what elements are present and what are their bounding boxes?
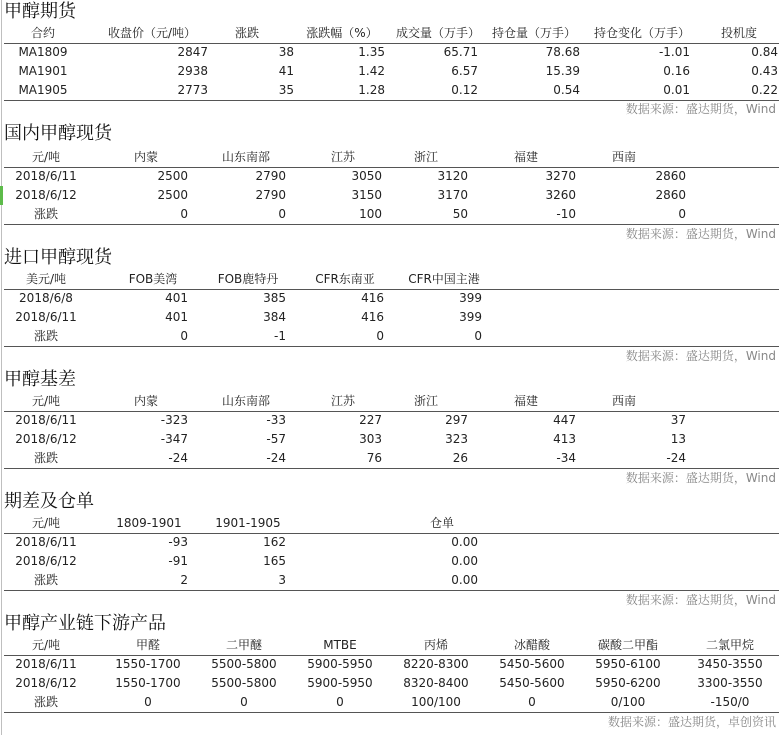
table-row (4, 449, 779, 469)
table-cell: 涨跌 (33, 573, 58, 587)
imports-title: 进口甲醇现货 (4, 247, 112, 268)
table-cell: 1.42 (358, 64, 385, 78)
table-cell: 3150 (351, 188, 382, 202)
table-cell: 2773 (177, 83, 208, 97)
table-cell: 227 (359, 413, 382, 427)
table-cell: -24 (168, 451, 188, 465)
table-cell: -24 (266, 451, 286, 465)
column-header: 江苏 (330, 394, 355, 408)
table-cell: 5450-5600 (499, 676, 565, 690)
column-header: 二氯甲烷 (705, 638, 754, 652)
column-header: 持仓变化（万手） (593, 26, 690, 40)
table-cell: 3300-3550 (697, 676, 763, 690)
table-cell: 0 (474, 329, 482, 343)
table-cell: -323 (160, 413, 188, 427)
spread-source-note: 数据来源：盛达期货，Wind (625, 593, 776, 607)
table-cell: 涨跌 (33, 451, 58, 465)
table-row (4, 693, 779, 713)
table-cell: 2 (180, 573, 188, 587)
table-cell: 0 (336, 695, 344, 709)
column-header: 元/吨 (31, 394, 61, 408)
table-cell: 3270 (545, 169, 576, 183)
table-cell: 0.12 (451, 83, 478, 97)
table-cell: 303 (359, 432, 382, 446)
table-row (4, 308, 779, 327)
table-cell: 38 (278, 45, 294, 59)
column-header: 山东南部 (221, 150, 270, 164)
column-header: 二甲醚 (225, 638, 262, 652)
table-cell: 162 (263, 535, 286, 549)
table-cell: 1550-1700 (115, 676, 181, 690)
table-cell: 2790 (255, 169, 286, 183)
table-cell: 5950-6200 (595, 676, 661, 690)
column-header: 元/吨 (31, 638, 61, 652)
table-cell: 2018/6/11 (15, 535, 77, 549)
domestic-header-row (4, 148, 779, 168)
table-cell: 2018/6/11 (15, 310, 77, 324)
table-cell: 涨跌 (33, 207, 58, 221)
table-cell: 3120 (437, 169, 468, 183)
table-cell: 0.43 (751, 64, 778, 78)
table-row (4, 167, 779, 186)
table-row (4, 571, 779, 591)
table-cell: 416 (361, 291, 384, 305)
domestic-title: 国内甲醇现货 (4, 123, 112, 144)
column-header: 西南 (611, 150, 636, 164)
column-header: 江苏 (330, 150, 355, 164)
column-header: 山东南部 (221, 394, 270, 408)
spread-title: 期差及仓单 (4, 491, 94, 512)
column-header: 投机度 (720, 26, 757, 40)
table-cell: MA1809 (18, 45, 68, 59)
table-cell: 76 (366, 451, 382, 465)
table-cell: 2018/6/11 (15, 657, 77, 671)
table-cell: 3050 (351, 169, 382, 183)
table-cell: 涨跌 (33, 329, 58, 343)
column-header: 西南 (611, 394, 636, 408)
table-cell: 2018/6/12 (15, 676, 77, 690)
column-header: CFR中国主港 (408, 272, 480, 286)
table-cell: 0 (278, 207, 286, 221)
table-cell: 37 (670, 413, 686, 427)
table-row (4, 205, 779, 225)
table-cell: 50 (452, 207, 468, 221)
column-header: 1901-1905 (215, 516, 281, 530)
table-cell: 2860 (655, 169, 686, 183)
table-cell: 0 (180, 329, 188, 343)
downstream-section (0, 612, 783, 734)
domestic-source-note: 数据来源：盛达期货，Wind (625, 227, 776, 241)
table-cell: 5950-6100 (595, 657, 661, 671)
table-cell: MA1905 (18, 83, 68, 97)
table-cell: 41 (278, 64, 294, 78)
table-cell: 78.68 (545, 45, 580, 59)
table-row (4, 43, 779, 62)
table-cell: -150/0 (710, 695, 750, 709)
table-cell: 5500-5800 (211, 657, 277, 671)
table-cell: 3170 (437, 188, 468, 202)
table-cell: 384 (263, 310, 286, 324)
column-header: 仓单 (429, 516, 454, 530)
table-cell: -93 (168, 535, 188, 549)
table-row (4, 289, 779, 308)
table-cell: 1550-1700 (115, 657, 181, 671)
table-cell: -34 (556, 451, 576, 465)
futures-title: 甲醇期货 (4, 1, 76, 22)
table-row (4, 81, 779, 101)
table-cell: 100 (359, 207, 382, 221)
table-cell: 0 (180, 207, 188, 221)
table-cell: 13 (670, 432, 686, 446)
column-header: 冰醋酸 (513, 638, 550, 652)
table-cell: 5450-5600 (499, 657, 565, 671)
table-cell: 1.28 (358, 83, 385, 97)
table-cell: 2500 (157, 188, 188, 202)
column-header: 甲醛 (135, 638, 160, 652)
table-cell: 3260 (545, 188, 576, 202)
basis-source-note: 数据来源：盛达期货，Wind (625, 471, 776, 485)
table-cell: 26 (452, 451, 468, 465)
table-cell: 401 (165, 291, 188, 305)
table-cell: 0 (144, 695, 152, 709)
table-cell: 2018/6/12 (15, 554, 77, 568)
table-cell: 447 (553, 413, 576, 427)
table-cell: 2018/6/12 (15, 432, 77, 446)
column-header: 碳酸二甲酯 (597, 638, 658, 652)
table-cell: 416 (361, 310, 384, 324)
column-header: CFR东南亚 (315, 272, 375, 286)
table-cell: 0.16 (663, 64, 690, 78)
table-cell: MA1901 (18, 64, 68, 78)
table-cell: 5500-5800 (211, 676, 277, 690)
column-header: 合约 (30, 26, 55, 40)
table-cell: 0.84 (751, 45, 778, 59)
table-cell: 2938 (177, 64, 208, 78)
table-cell: -1.01 (658, 45, 690, 59)
table-cell: 3450-3550 (697, 657, 763, 671)
table-cell: 0.22 (751, 83, 778, 97)
column-header: 美元/吨 (25, 272, 67, 286)
column-header: 福建 (513, 150, 538, 164)
table-cell: -57 (266, 432, 286, 446)
table-cell: 0.00 (451, 535, 478, 549)
table-cell: 65.71 (443, 45, 478, 59)
table-cell: 413 (553, 432, 576, 446)
table-cell: 涨跌 (33, 695, 58, 709)
table-cell: 6.57 (451, 64, 478, 78)
table-cell: 399 (459, 310, 482, 324)
table-cell: 0/100 (610, 695, 646, 709)
table-row (4, 655, 779, 674)
table-cell: 8220-8300 (403, 657, 469, 671)
table-cell: 2018/6/11 (15, 169, 77, 183)
table-row (4, 674, 779, 693)
table-cell: 401 (165, 310, 188, 324)
column-header: MTBE (323, 638, 357, 652)
table-cell: 0 (376, 329, 384, 343)
imports-header-row (4, 270, 779, 290)
imports-section (0, 246, 783, 368)
column-header: 涨跌幅（%） (306, 26, 378, 40)
column-header: 1809-1901 (116, 516, 182, 530)
basis-title: 甲醇基差 (4, 369, 76, 390)
table-cell: 15.39 (545, 64, 580, 78)
futures-source-note: 数据来源：盛达期货，Wind (625, 102, 776, 116)
table-cell: 2847 (177, 45, 208, 59)
column-header: 持仓量（万手） (491, 26, 576, 40)
table-cell: 2860 (655, 188, 686, 202)
table-cell: 0.01 (663, 83, 690, 97)
table-cell: 35 (278, 83, 294, 97)
futures-header-row (4, 24, 779, 44)
table-row (4, 552, 779, 571)
spread-header-row (4, 514, 779, 534)
table-row (4, 327, 779, 347)
downstream-header-row (4, 636, 779, 656)
column-header: 成交量（万手） (395, 26, 480, 40)
table-cell: -10 (556, 207, 576, 221)
table-row (4, 62, 779, 81)
table-cell: 100/100 (411, 695, 461, 709)
table-cell: 5900-5950 (307, 657, 373, 671)
table-cell: 0.00 (451, 554, 478, 568)
futures-section (0, 0, 783, 122)
table-cell: 165 (263, 554, 286, 568)
column-header: 元/吨 (31, 150, 61, 164)
table-cell: 2018/6/8 (19, 291, 73, 305)
table-cell: -347 (160, 432, 188, 446)
domestic-section (0, 122, 783, 244)
table-cell: 0 (678, 207, 686, 221)
column-header: 元/吨 (31, 516, 61, 530)
column-header: 内蒙 (133, 150, 158, 164)
table-cell: 0 (240, 695, 248, 709)
column-header: 丙烯 (423, 638, 448, 652)
table-cell: 2018/6/11 (15, 413, 77, 427)
table-cell: 399 (459, 291, 482, 305)
table-cell: -1 (274, 329, 286, 343)
table-cell: 2500 (157, 169, 188, 183)
table-cell: 0.54 (553, 83, 580, 97)
table-row (4, 533, 779, 552)
table-cell: 385 (263, 291, 286, 305)
column-header: 内蒙 (133, 394, 158, 408)
basis-section (0, 368, 783, 490)
imports-source-note: 数据来源：盛达期货，Wind (625, 349, 776, 363)
table-cell: -91 (168, 554, 188, 568)
spread-section (0, 490, 783, 612)
table-row (4, 411, 779, 430)
table-cell: -24 (666, 451, 686, 465)
downstream-source-note: 数据来源：盛达期货，卓创资讯 (607, 715, 776, 729)
table-cell: 8320-8400 (403, 676, 469, 690)
column-header: 涨跌 (234, 26, 259, 40)
column-header: FOB鹿特丹 (217, 272, 279, 286)
column-header: 浙江 (413, 150, 438, 164)
table-row (4, 186, 779, 205)
table-cell: 2018/6/12 (15, 188, 77, 202)
table-row (4, 430, 779, 449)
table-cell: 1.35 (358, 45, 385, 59)
downstream-title: 甲醇产业链下游产品 (4, 613, 166, 634)
table-cell: 0 (528, 695, 536, 709)
column-header: FOB美湾 (128, 272, 178, 286)
table-cell: 297 (445, 413, 468, 427)
table-cell: -33 (266, 413, 286, 427)
table-cell: 3 (278, 573, 286, 587)
table-cell: 323 (445, 432, 468, 446)
column-header: 福建 (513, 394, 538, 408)
table-cell: 2790 (255, 188, 286, 202)
column-header: 浙江 (413, 394, 438, 408)
table-cell: 5900-5950 (307, 676, 373, 690)
basis-header-row (4, 392, 779, 412)
column-header: 收盘价（元/吨） (107, 26, 197, 40)
table-cell: 0.00 (451, 573, 478, 587)
